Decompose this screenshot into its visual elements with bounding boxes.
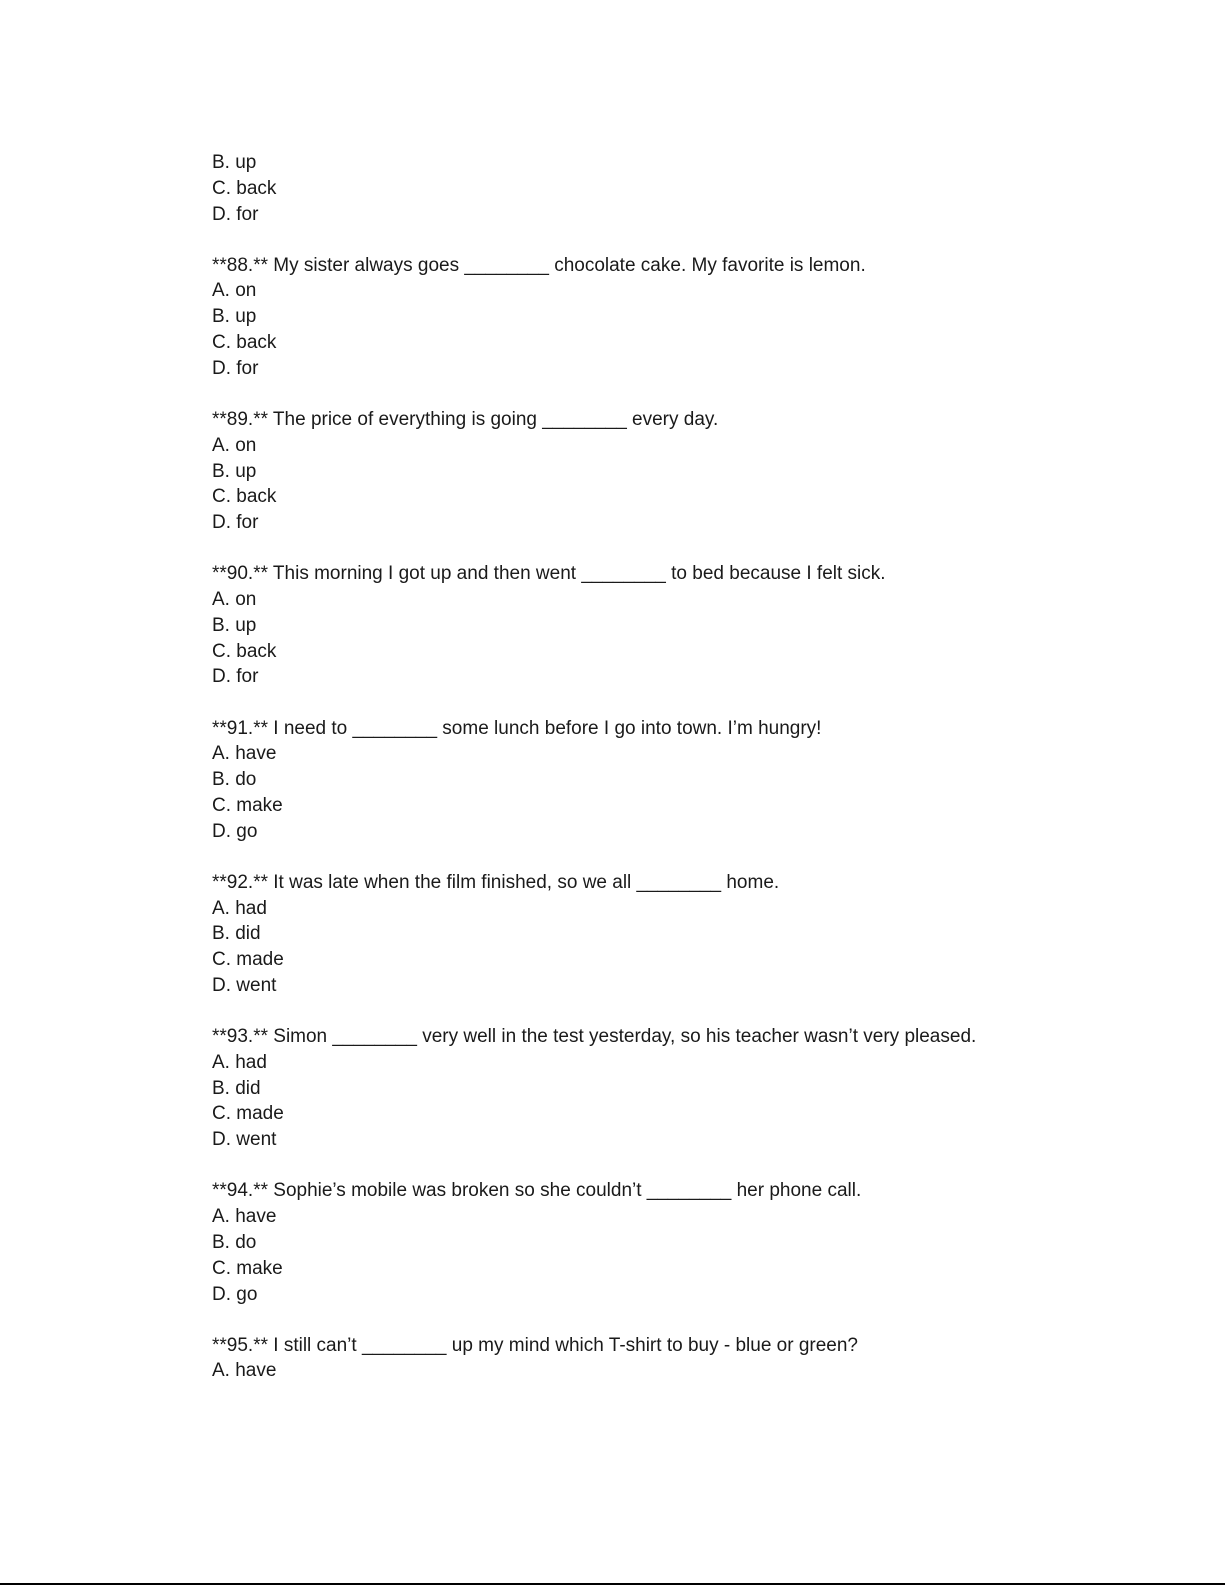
question-90 bbox=[212, 561, 1112, 690]
option-c: C. back bbox=[212, 486, 277, 508]
question-87-fragment bbox=[212, 150, 1112, 227]
option-a: A. have bbox=[212, 1206, 277, 1228]
option-a: A. on bbox=[212, 589, 257, 611]
option-a: A. on bbox=[212, 280, 257, 302]
option-d: D. go bbox=[212, 1283, 258, 1305]
option-c: C. back bbox=[212, 177, 277, 199]
option-a: A. have bbox=[212, 1360, 277, 1382]
question-stem: **93.** Simon ________ very well in the test yesterday, so his teacher wasn’t very pleased. bbox=[212, 1026, 977, 1048]
option-c: C. make bbox=[212, 794, 283, 816]
option-c: C. back bbox=[212, 332, 277, 354]
option-d: D. for bbox=[212, 512, 259, 534]
question-stem: **90.** This morning I got up and then went ________ to bed because I felt sick. bbox=[212, 563, 886, 585]
question-88 bbox=[212, 253, 1112, 382]
question-stem: **88.** My sister always goes ________ chocolate cake. My favorite is lemon. bbox=[212, 254, 866, 276]
option-a: A. have bbox=[212, 743, 277, 765]
question-91 bbox=[212, 716, 1112, 845]
option-b: B. up bbox=[212, 152, 257, 173]
question-89 bbox=[212, 407, 1112, 536]
option-c: C. back bbox=[212, 640, 277, 662]
option-b: B. did bbox=[212, 1077, 261, 1099]
option-d: D. for bbox=[212, 203, 259, 225]
option-b: B. up bbox=[212, 306, 257, 328]
option-b: B. did bbox=[212, 923, 261, 945]
question-92 bbox=[212, 870, 1112, 999]
option-a: A. on bbox=[212, 434, 257, 456]
option-a: A. had bbox=[212, 1051, 267, 1073]
question-94 bbox=[212, 1178, 1112, 1307]
option-c: C. make bbox=[212, 1257, 283, 1279]
question-stem: **92.** It was late when the film finished, so we all ________ home. bbox=[212, 871, 780, 893]
option-b: B. up bbox=[212, 460, 257, 482]
option-d: D. went bbox=[212, 1129, 277, 1151]
option-c: C. made bbox=[212, 949, 284, 971]
option-d: D. for bbox=[212, 357, 259, 379]
document-page bbox=[212, 150, 1112, 1410]
question-stem: **91.** I need to ________ some lunch before I go into town. I’m hungry! bbox=[212, 717, 822, 739]
option-b: B. do bbox=[212, 769, 257, 791]
question-stem: **94.** Sophie’s mobile was broken so she couldn’t ________ her phone call. bbox=[212, 1180, 862, 1202]
option-a: A. had bbox=[212, 897, 267, 919]
question-stem: **89.** The price of everything is going ________ every day. bbox=[212, 408, 719, 430]
option-d: D. for bbox=[212, 666, 259, 688]
question-stem: **95.** I still can’t ________ up my mind which T-shirt to buy - blue or green? bbox=[212, 1334, 858, 1356]
option-c: C. made bbox=[212, 1103, 284, 1125]
question-93 bbox=[212, 1024, 1112, 1153]
option-d: D. went bbox=[212, 975, 277, 996]
question-95 bbox=[212, 1333, 1112, 1385]
option-b: B. do bbox=[212, 1231, 257, 1253]
option-b: B. up bbox=[212, 614, 257, 636]
option-d: D. go bbox=[212, 820, 258, 842]
